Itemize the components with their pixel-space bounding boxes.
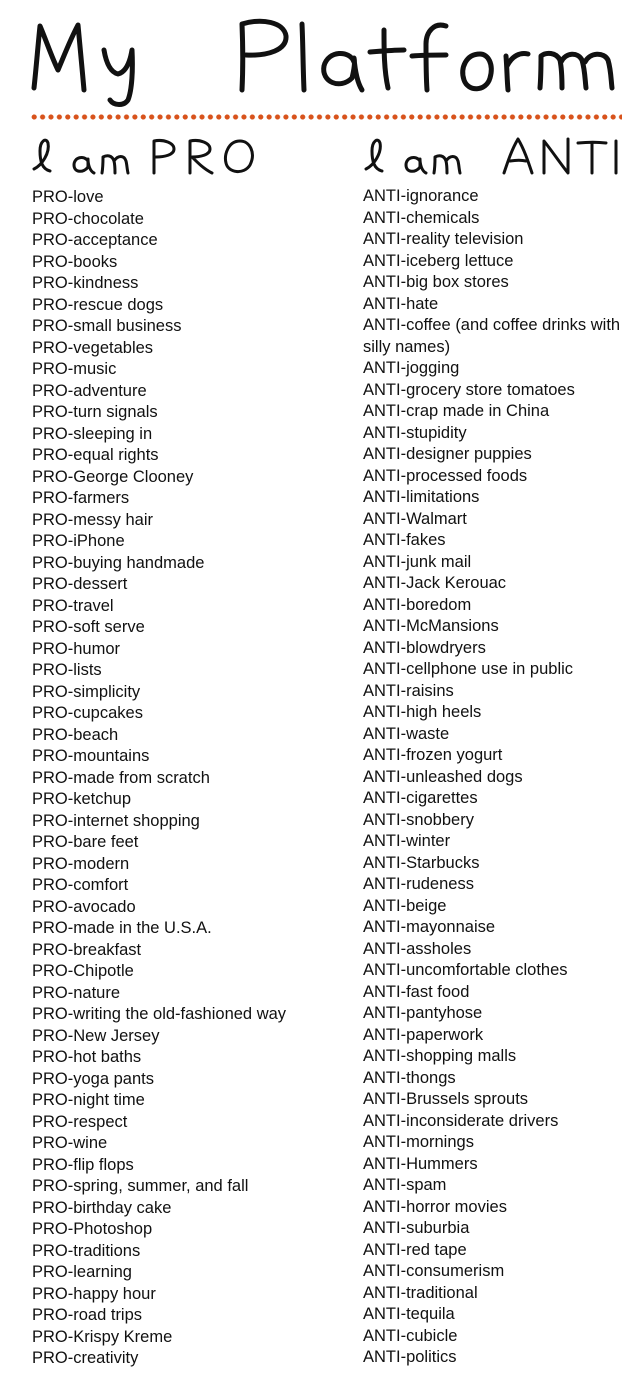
pro-list-item: PRO-Chipotle: [32, 962, 134, 980]
pro-list: [32, 187, 342, 1370]
pro-list-item: PRO-respect: [32, 1112, 128, 1131]
anti-list-item: ANTI-thongs: [363, 1068, 456, 1087]
pro-list-item: PRO-buying handmade: [32, 553, 205, 572]
anti-list-item: ANTI-traditional: [363, 1283, 478, 1302]
anti-list-item: ANTI-Brussels sprouts: [363, 1090, 529, 1108]
anti-list-item: ANTI-Hummers: [363, 1154, 478, 1173]
anti-list-item: ANTI-processed foods: [363, 466, 528, 485]
page-title: [0, 0, 640, 110]
anti-list-item: ANTI-waste: [363, 724, 450, 743]
anti-list-item: ANTI-grocery store tomatoes: [363, 380, 575, 399]
anti-list-item: ANTI-stupidity: [363, 423, 467, 442]
pro-list-item: PRO-creativity: [32, 1349, 139, 1367]
anti-list-item: ANTI-big box stores: [363, 273, 509, 291]
pro-list-item: PRO-avocado: [32, 897, 136, 916]
pro-list-item: PRO-flip flops: [32, 1155, 134, 1174]
pro-list-item: PRO-dessert: [32, 575, 128, 593]
pro-list-item: PRO-turn signals: [32, 403, 158, 421]
pro-list-item: PRO-love: [32, 188, 104, 206]
pro-list-item: PRO-nature: [32, 983, 121, 1002]
pro-list-item: PRO-iPhone: [32, 532, 125, 550]
anti-list-item: ANTI-Starbucks: [363, 853, 480, 872]
anti-list-item: ANTI-blowdryers: [363, 638, 486, 657]
pro-list-item: PRO-simplicity: [32, 682, 141, 701]
anti-list-item: ANTI-paperwork: [363, 1025, 484, 1044]
anti-list-item: ANTI-politics: [363, 1348, 457, 1366]
anti-list-item: ANTI-frozen yogurt: [363, 746, 503, 764]
anti-list-item: ANTI-suburbia: [363, 1219, 470, 1237]
pro-list-item: PRO-acceptance: [32, 231, 158, 249]
pro-list-item: PRO-messy hair: [32, 510, 154, 529]
anti-list-item: ANTI-boredom: [363, 595, 472, 614]
anti-list-item: ANTI-winter: [363, 832, 451, 850]
pro-list-item: PRO-vegetables: [32, 338, 154, 357]
anti-list: [363, 186, 633, 1369]
pro-list-item: PRO-adventure: [32, 381, 147, 400]
anti-list-item: ANTI-mayonnaise: [363, 918, 496, 936]
pro-list-item: PRO-travel: [32, 596, 114, 615]
anti-list-item: ANTI-crap made in China: [363, 402, 550, 420]
anti-list-item: ANTI-coffee (and coffee drinks with silly names): [363, 316, 621, 356]
pro-list-item: PRO-mountains: [32, 747, 150, 765]
pro-list-item: PRO-traditions: [32, 1241, 141, 1260]
pro-list-item: PRO-New Jersey: [32, 1026, 160, 1045]
pro-list-item: PRO-cupcakes: [32, 704, 143, 722]
anti-list-item: ANTI-reality television: [363, 230, 524, 248]
pro-list-item: PRO-bare feet: [32, 833, 139, 851]
pro-list-item: PRO-George Clooney: [32, 467, 194, 486]
anti-list-item: ANTI-McMansions: [363, 617, 499, 635]
anti-list-item: ANTI-Walmart: [363, 509, 467, 528]
anti-list-item: ANTI-fast food: [363, 982, 470, 1001]
pro-list-item: PRO-Photoshop: [32, 1220, 153, 1238]
anti-list-item: ANTI-inconsiderate drivers: [363, 1111, 559, 1130]
anti-list-item: ANTI-cubicle: [363, 1326, 458, 1345]
pro-list-item: PRO-Krispy Kreme: [32, 1327, 173, 1346]
pro-list-item: PRO-rescue dogs: [32, 295, 164, 314]
pro-column-heading: [28, 135, 278, 181]
anti-list-item: ANTI-spam: [363, 1176, 447, 1194]
anti-list-item: ANTI-designer puppies: [363, 445, 532, 463]
anti-list-item: ANTI-mornings: [363, 1133, 474, 1151]
anti-list-item: ANTI-uncomfortable clothes: [363, 961, 568, 979]
pro-list-item: PRO-small business: [32, 317, 182, 335]
anti-list-item: ANTI-iceberg lettuce: [363, 251, 514, 270]
pro-list-item: PRO-night time: [32, 1091, 145, 1109]
anti-list-item: ANTI-high heels: [363, 703, 482, 721]
pro-list-item: PRO-learning: [32, 1263, 132, 1281]
anti-list-item: ANTI-ignorance: [363, 187, 479, 205]
pro-list-item: PRO-ketchup: [32, 790, 132, 808]
anti-list-item: ANTI-chemicals: [363, 208, 480, 227]
pro-list-item: PRO-beach: [32, 725, 119, 744]
anti-column-heading: [360, 135, 622, 181]
pro-list-item: PRO-internet shopping: [32, 811, 200, 830]
pro-list-item: PRO-modern: [32, 854, 130, 873]
anti-list-item: ANTI-rudeness: [363, 875, 474, 893]
anti-list-item: ANTI-raisins: [363, 681, 454, 700]
pro-list-item: PRO-chocolate: [32, 209, 144, 228]
pro-list-item: PRO-yoga pants: [32, 1069, 154, 1088]
pro-list-item: PRO-birthday cake: [32, 1198, 172, 1217]
pro-list-item: PRO-writing the old-fashioned way: [32, 1005, 287, 1023]
anti-list-item: ANTI-limitations: [363, 488, 480, 506]
anti-list-item: ANTI-unleashed dogs: [363, 767, 523, 786]
dotted-divider: [30, 114, 622, 120]
anti-list-item: ANTI-beige: [363, 896, 447, 915]
pro-list-item: PRO-sleeping in: [32, 424, 153, 443]
anti-list-item: ANTI-cigarettes: [363, 789, 478, 807]
pro-list-item: PRO-road trips: [32, 1306, 143, 1324]
pro-list-item: PRO-music: [32, 360, 117, 378]
pro-list-item: PRO-soft serve: [32, 618, 145, 636]
anti-list-item: ANTI-cellphone use in public: [363, 660, 574, 678]
pro-list-item: PRO-wine: [32, 1134, 108, 1152]
pro-list-item: PRO-farmers: [32, 489, 130, 507]
anti-list-item: ANTI-red tape: [363, 1240, 467, 1259]
anti-list-item: ANTI-junk mail: [363, 552, 472, 571]
anti-list-item: ANTI-pantyhose: [363, 1004, 483, 1022]
anti-list-item: ANTI-tequila: [363, 1305, 455, 1323]
anti-list-item: ANTI-jogging: [363, 359, 460, 377]
anti-list-item: ANTI-consumerism: [363, 1262, 505, 1280]
pro-list-item: PRO-breakfast: [32, 940, 142, 959]
anti-list-item: ANTI-hate: [363, 294, 439, 313]
pro-list-item: PRO-spring, summer, and fall: [32, 1177, 249, 1195]
anti-list-item: ANTI-fakes: [363, 531, 446, 549]
pro-list-item: PRO-made in the U.S.A.: [32, 919, 212, 937]
anti-list-item: ANTI-snobbery: [363, 810, 474, 829]
pro-list-item: PRO-lists: [32, 661, 102, 679]
pro-list-item: PRO-equal rights: [32, 446, 159, 464]
anti-list-item: ANTI-Jack Kerouac: [363, 574, 507, 592]
pro-list-item: PRO-humor: [32, 639, 121, 658]
anti-list-item: ANTI-shopping malls: [363, 1047, 517, 1065]
anti-list-item: ANTI-assholes: [363, 939, 472, 958]
anti-list-item: ANTI-horror movies: [363, 1197, 507, 1216]
pro-list-item: PRO-kindness: [32, 274, 139, 292]
pro-list-item: PRO-comfort: [32, 876, 129, 894]
pro-list-item: PRO-books: [32, 252, 118, 271]
pro-list-item: PRO-hot baths: [32, 1048, 142, 1066]
pro-list-item: PRO-happy hour: [32, 1284, 156, 1303]
pro-list-item: PRO-made from scratch: [32, 768, 210, 787]
